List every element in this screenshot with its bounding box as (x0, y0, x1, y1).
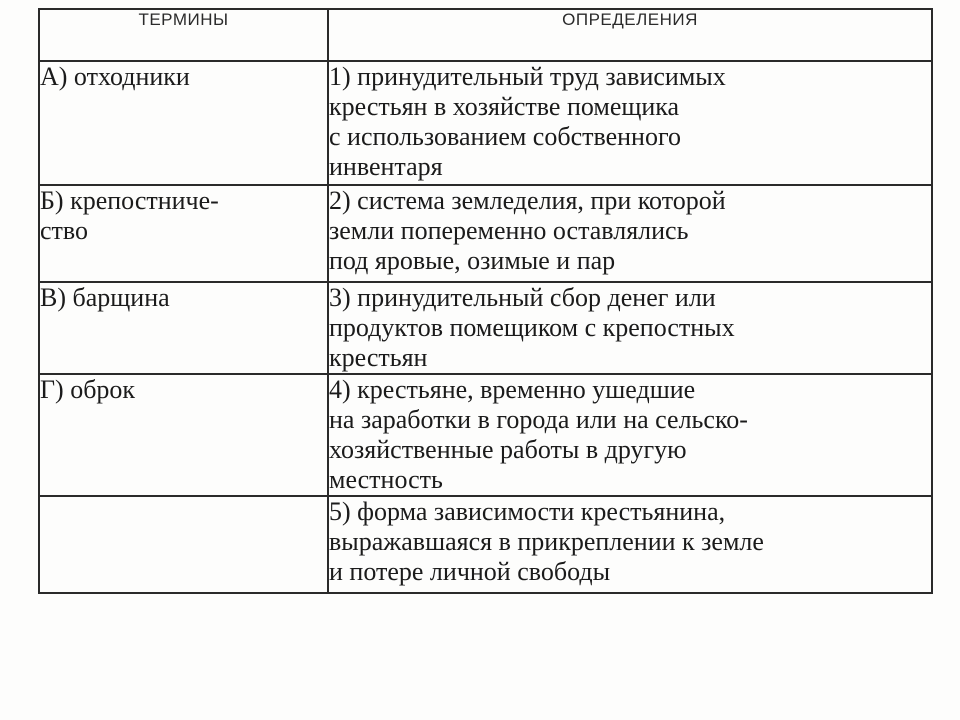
definition-line: 1) принудительный труд зависимых (329, 62, 726, 91)
definition-cell (328, 61, 932, 185)
table-row (39, 374, 932, 496)
definition-line: 5) форма зависимости крестьянина, (329, 497, 726, 526)
table-row (39, 496, 932, 593)
term-text: В) барщина (40, 283, 170, 312)
term-cell-empty (39, 496, 328, 593)
definition-line: 4) крестьяне, временно ушедшие (329, 375, 696, 404)
definition-line: и потере личной свободы (329, 557, 611, 586)
definition-line: продуктов помещиком с крепостных (329, 313, 735, 342)
term-text: ство (40, 216, 89, 245)
definition-line: инвентаря (329, 152, 443, 181)
table-header-row (39, 9, 932, 61)
table-row (39, 61, 932, 185)
definition-line: крестьян в хозяйстве помещика (329, 92, 680, 121)
term-cell (39, 282, 328, 374)
definition-line: на заработки в города или на сельско- (329, 405, 748, 434)
definition-cell (328, 374, 932, 496)
definition-line: выражавшаяся в прикреплении к земле (329, 527, 764, 556)
term-text: Б) крепостниче- (40, 186, 219, 215)
terms-definitions-table (38, 8, 933, 594)
term-text: Г) оброк (40, 375, 136, 404)
table-row (39, 282, 932, 374)
definition-line: земли попеременно оставлялись (329, 216, 689, 245)
definition-line: 3) принудительный сбор денег или (329, 283, 716, 312)
term-cell (39, 61, 328, 185)
definition-line: хозяйственные работы в другую (329, 435, 687, 464)
definition-line: местность (329, 465, 443, 494)
term-text: А) отходники (40, 62, 190, 91)
definition-line: с использованием собственного (329, 122, 681, 151)
definition-cell (328, 282, 932, 374)
definitions-column-header: ОПРЕДЕЛЕНИЯ (328, 9, 932, 61)
term-cell (39, 374, 328, 496)
definition-cell (328, 496, 932, 593)
definition-line: крестьян (329, 343, 428, 372)
definition-cell (328, 185, 932, 282)
terms-column-header: ТЕРМИНЫ (39, 9, 328, 61)
definition-line: 2) система земледелия, при которой (329, 186, 726, 215)
term-cell (39, 185, 328, 282)
definition-line: под яровые, озимые и пар (329, 246, 616, 275)
table-row (39, 185, 932, 282)
